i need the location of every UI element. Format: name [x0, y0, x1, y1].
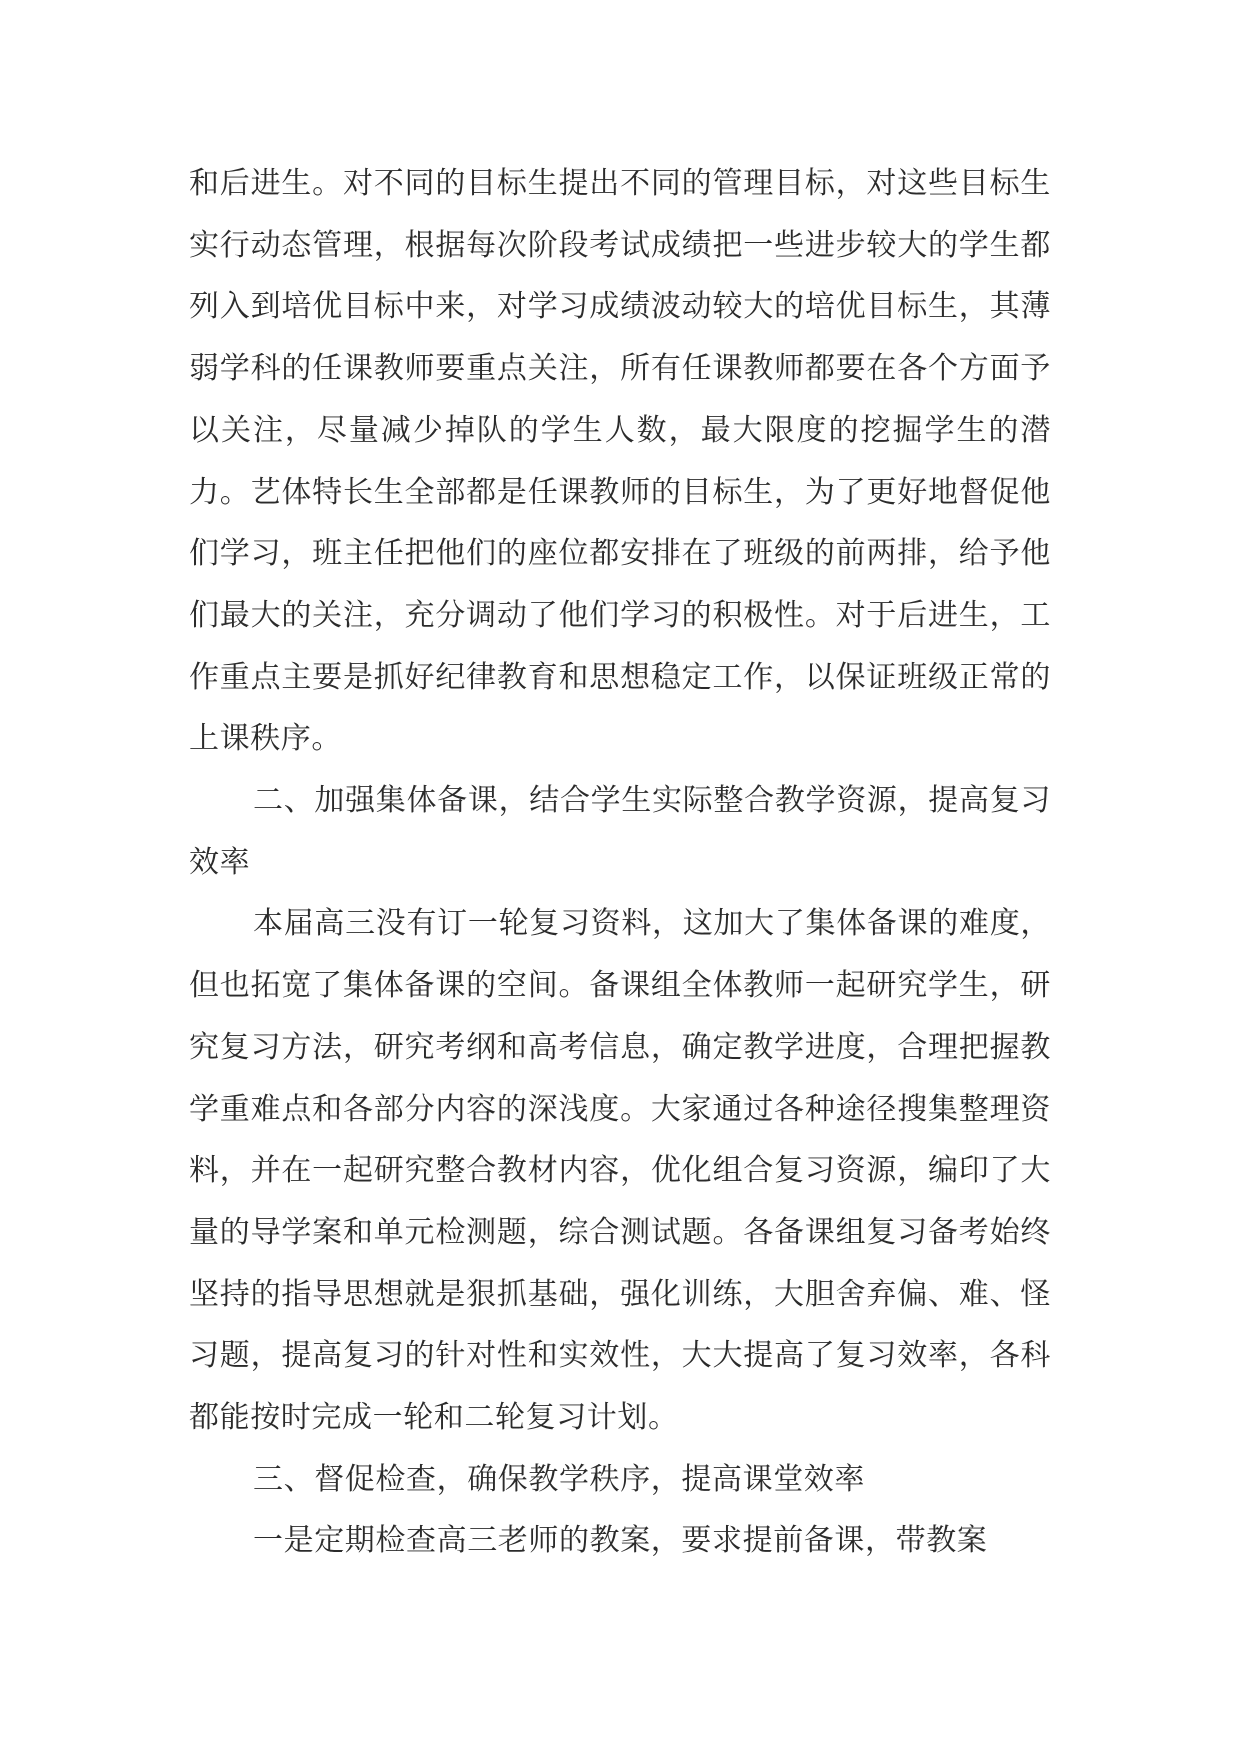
paragraph-continuation: 和后进生。对不同的目标生提出不同的管理目标，对这些目标生实行动态管理，根据每次阶段考试成绩把一些进步较大的学生都列入到培优目标中来，对学习成绩波动较大的培优目标生，其薄弱学科的任课教师要重点关注，所有任课教师都要在各个方面予以关注，尽量减少掉队的学生人数，最大限度的挖掘学生的潜力。艺体特长生全部都是任课教师的目标生，为了更好地督促他们学习，班主任把他们的座位都安排在了班级的前两排，给予他们最大的关注，充分调动了他们学习的积极性。对于后进生，工作重点主要是抓好纪律教育和思想稳定工作，以保证班级正常的上课秩序。	[189, 166, 1051, 757]
section-heading-3: 三、督促检查，确保教学秩序，提高课堂效率	[253, 1461, 865, 1497]
document-body	[189, 153, 1051, 1572]
section-heading-2: 二、加强集体备课，结合学生实际整合教学资源，提高复习效率	[189, 783, 1051, 880]
paragraph-collective-lesson-prep: 本届高三没有订一轮复习资料，这加大了集体备课的难度，但也拓宽了集体备课的空间。备课组全体教师一起研究学生，研究复习方法，研究考纲和高考信息，确定教学进度，合理把握教学重难点和各部分内容的深浅度。大家通过各种途径搜集整理资料，并在一起研究整合教材内容，优化组合复习资源，编印了大量的导学案和单元检测题，综合测试题。各备课组复习备考始终坚持的指导思想就是狠抓基础，强化训练，大胆舍弃偏、难、怪习题，提高复习的针对性和实效性，大大提高了复习效率，各科都能按时完成一轮和二轮复习计划。	[189, 906, 1051, 1436]
paragraph-lesson-plan-check: 一是定期检查高三老师的教案，要求提前备课，带教案	[253, 1523, 988, 1559]
